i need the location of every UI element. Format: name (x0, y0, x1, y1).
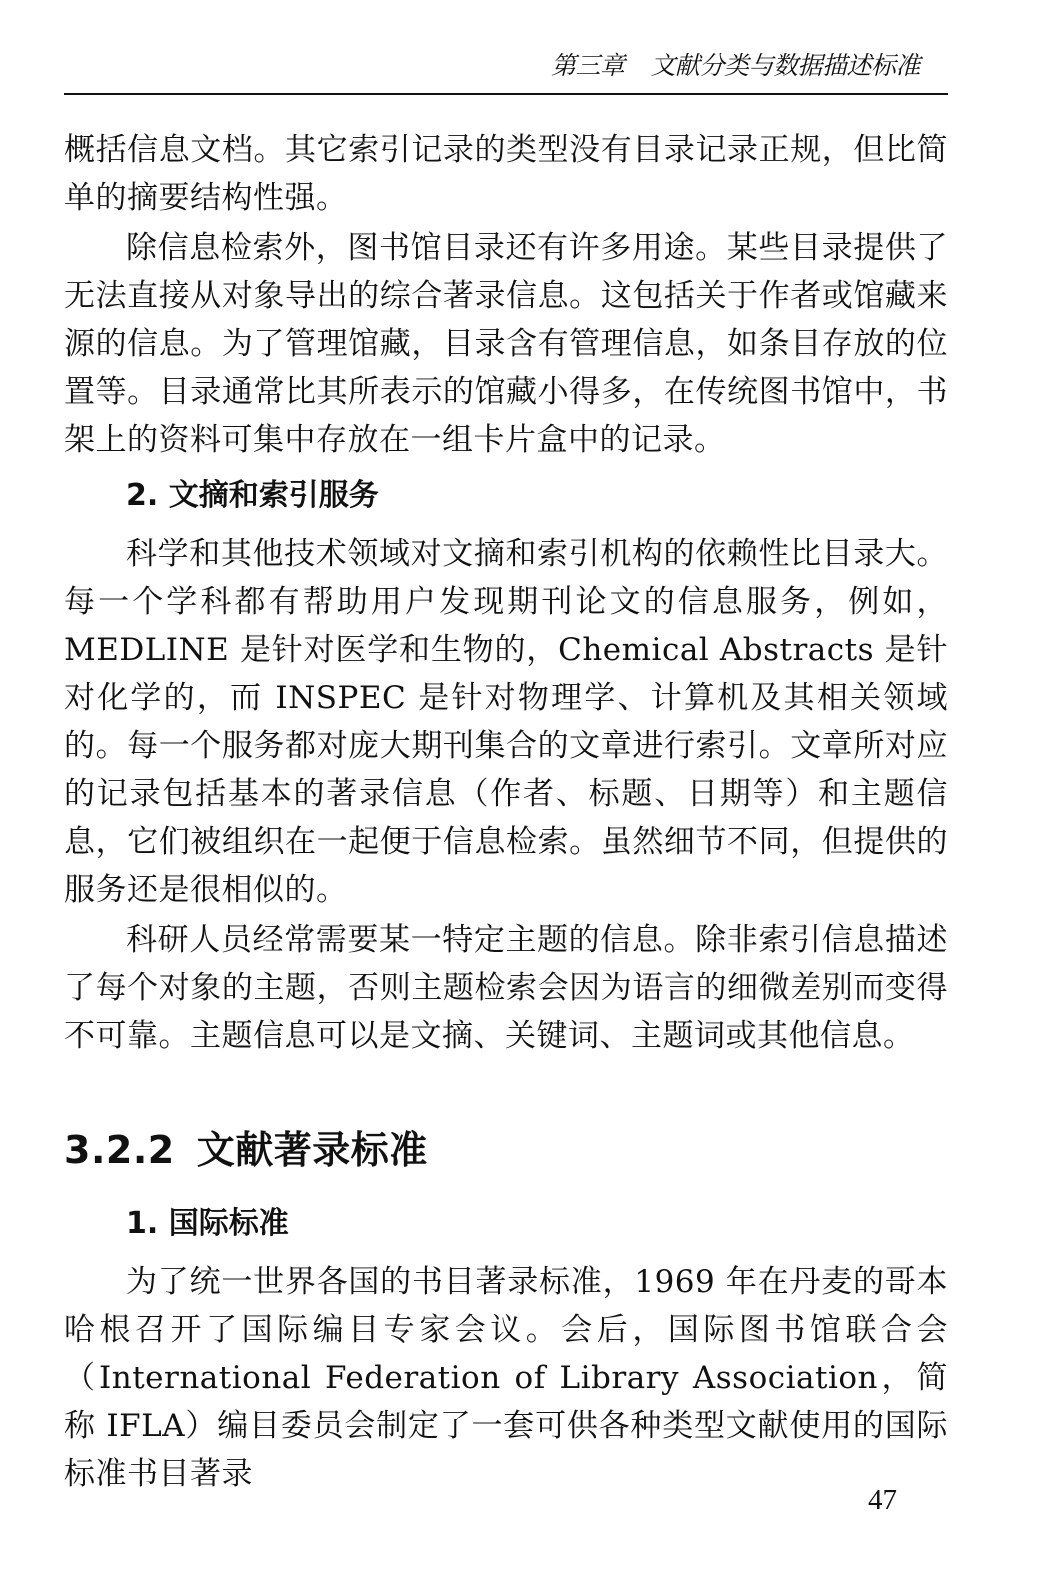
paragraph-abstract-services: 科学和其他技术领域对文摘和索引机构的依赖性比目录大。每一个学科都有帮助用户发现期刊论文的信息服务，例如，MEDLINE 是针对医学和生物的，Chemical Abstracts 是针对化学的，而 INSPEC 是针对物理学、计算机及其相关领域的。每一个服务都对庞大期刊集合的文章进行索引。文章所对应的记录包括基本的著录信息（作者、标题、日期等）和主题信息，它们被组织在一起便于信息检索。虽然细节不同，但提供的服务还是很相似的。 (64, 536, 948, 908)
paragraph-catalog-uses: 除信息检索外，图书馆目录还有许多用途。某些目录提供了无法直接从对象导出的综合著录信息。这包括关于作者或馆藏来源的信息。为了管理馆藏，目录含有管理信息，如条目存放的位置等。目录通常比其所表示的馆藏小得多，在传统图书馆中，书架上的资料可集中存放在一组卡片盒中的记录。 (64, 230, 948, 458)
paragraph-subject-info: 科研人员经常需要某一特定主题的信息。除非索引信息描述了每个对象的主题，否则主题检索会因为语言的细微差别而变得不可靠。主题信息可以是文摘、关键词、主题词或其他信息。 (64, 922, 948, 1054)
subheading-abstract-index-services: 2. 文摘和索引服务 (126, 478, 379, 513)
header-rule (64, 93, 948, 95)
paragraph-ifla: 为了统一世界各国的书目著录标准，1969 年在丹麦的哥本哈根召开了国际编目专家会议。会后，国际图书馆联合会（International Federation of Library Association，简称 IFLA）编目委员会制定了一套可供各种类型文献使用的国际标准书目著录 (64, 1264, 948, 1492)
header-chapter: 第三章 (550, 51, 625, 80)
page-number: 47 (868, 1484, 897, 1516)
header-title: 文献分类与数据描述标准 (650, 51, 920, 80)
running-header (551, 46, 920, 82)
section-title (64, 1124, 948, 1176)
body-text (64, 126, 948, 1498)
section-title-text: 文献著录标准 (196, 1128, 428, 1172)
paragraph-continuation: 概括信息文档。其它索引记录的类型没有目录记录正规，但比简单的摘要结构性强。 (64, 132, 948, 216)
section-number: 3.2.2 (64, 1128, 175, 1172)
subheading-international-standards: 1. 国际标准 (126, 1206, 289, 1241)
